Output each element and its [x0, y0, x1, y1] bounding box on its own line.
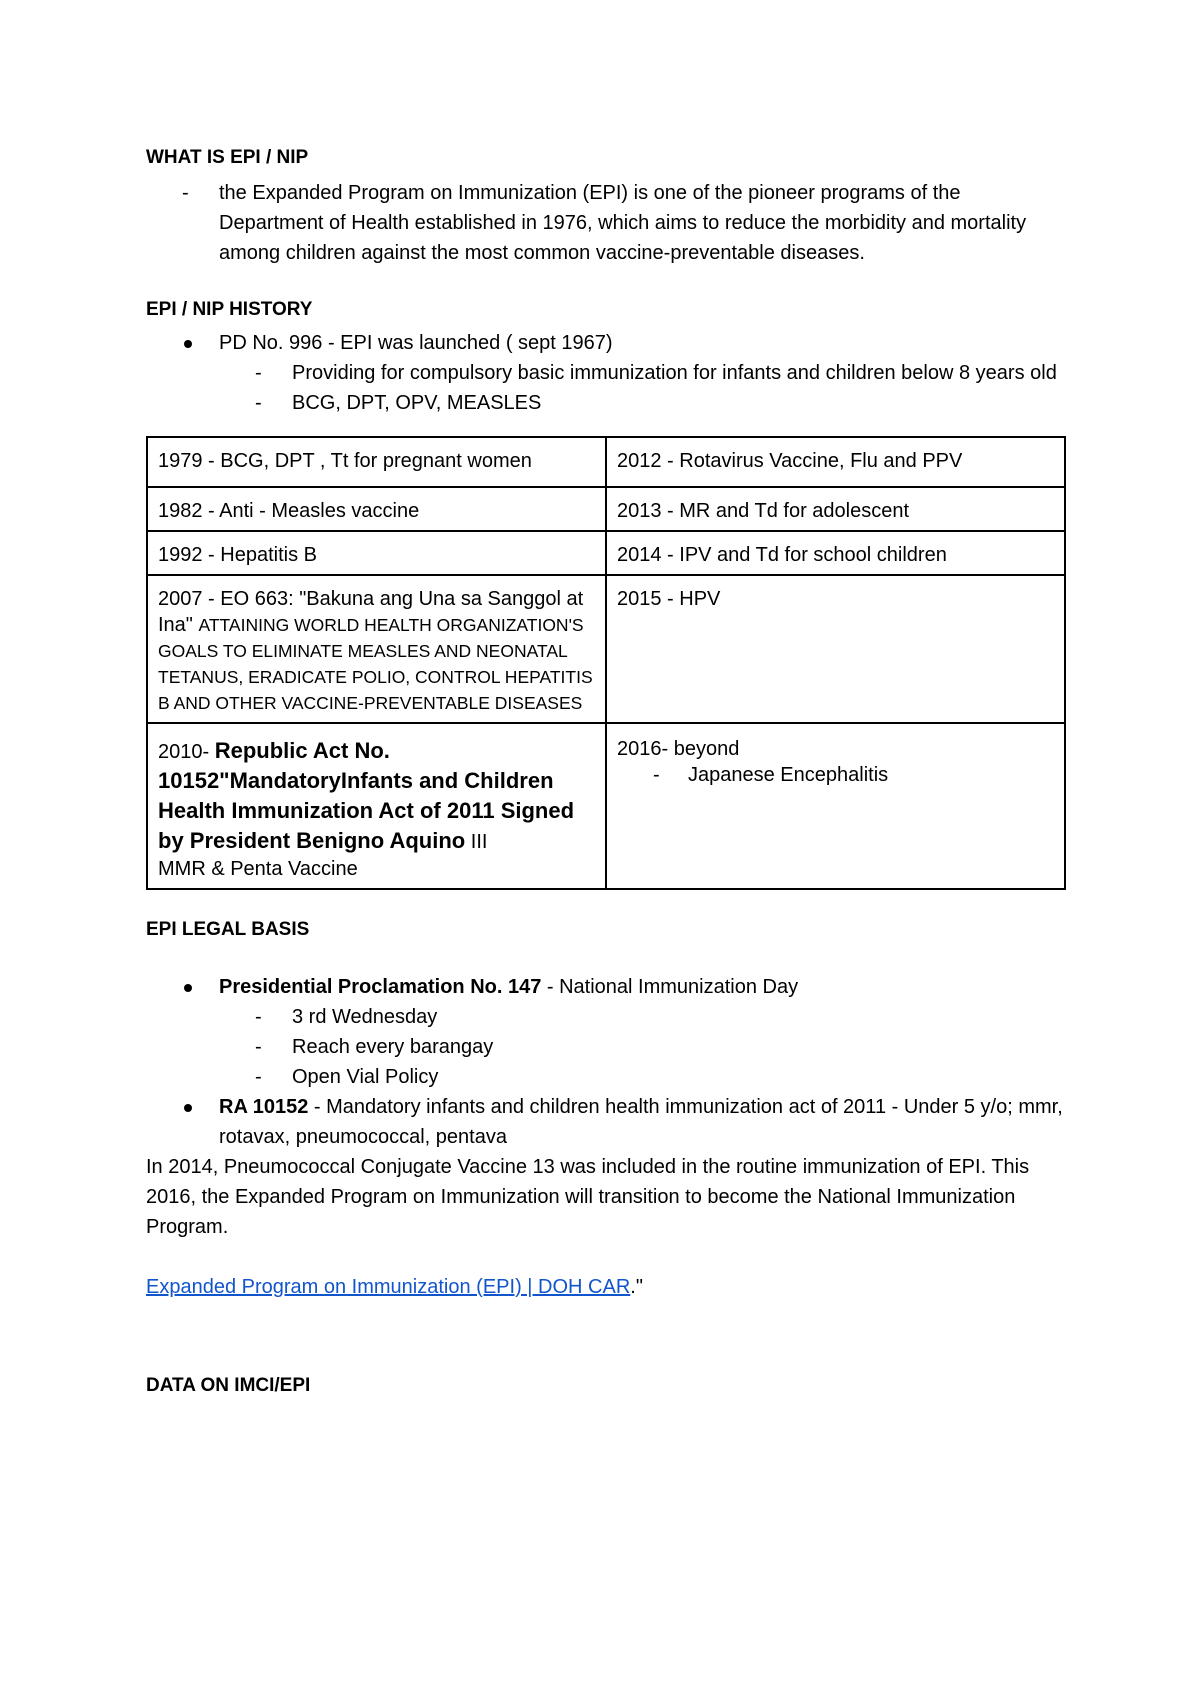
proclamation-sub-text: 3 rd Wednesday [292, 1006, 438, 1028]
eo-663-description: ATTAINING WORLD HEALTH ORGANIZATION'S GOALS TO ELIMINATE MEASLES AND NEONATAL TETANUS, ERADICATE POLIO, CONTROL HEPATITIS B AND OTHER VACCINE-PREVENTABLE DISEASES [158, 615, 593, 713]
ra-year: 2010- [158, 741, 215, 763]
table-cell: 1982 - Anti - Measles vaccine [147, 487, 606, 531]
history-sub-text: Providing for compulsory basic immunization for infants and children below 8 years old [292, 362, 1057, 384]
dash-marker: - [182, 182, 189, 204]
bullet-marker [184, 1104, 192, 1112]
table-row [147, 723, 1065, 889]
table-row [147, 575, 1065, 723]
list-item [146, 178, 1066, 268]
table-cell: 2014 - IPV and Td for school children [606, 531, 1065, 575]
history-sub-text: BCG, DPT, OPV, MEASLES [292, 392, 542, 414]
legal-list [146, 972, 1066, 1152]
list-item [146, 1062, 1066, 1092]
list-item [146, 328, 1066, 418]
beyond-sub-text: Japanese Encephalitis [688, 764, 889, 786]
reference-link[interactable]: Expanded Program on Immunization (EPI) | DOH CAR [146, 1276, 631, 1298]
table-cell [147, 575, 606, 723]
dash-marker: - [255, 1006, 262, 1028]
history-table [146, 436, 1066, 890]
table-row [147, 437, 1065, 487]
dash-marker: - [255, 392, 262, 414]
table-cell: 2013 - MR and Td for adolescent [606, 487, 1065, 531]
dash-marker: - [255, 1036, 262, 1058]
what-is-list [146, 178, 1066, 268]
list-item [146, 388, 1066, 418]
legal-paragraph: In 2014, Pneumococcal Conjugate Vaccine 13 was included in the routine immunization of EPI. This 2016, the Expanded Program on Immunization will transition to become the National Immunization Program. [146, 1156, 1030, 1238]
bullet-marker [184, 984, 192, 992]
history-sub-list [146, 358, 1066, 418]
list-item [617, 762, 1054, 788]
table-cell: 2015 - HPV [606, 575, 1065, 723]
dash-marker: - [255, 362, 262, 384]
document-page [146, 146, 1066, 1398]
ra-vaccines: MMR & Penta Vaccine [158, 858, 358, 880]
dash-marker: - [255, 1066, 262, 1088]
table-cell [147, 723, 606, 889]
ra-10152-title: Republic Act No. 10152"MandatoryInfants and Children Health Immunization Act of 2011 Signed by President Benigno Aquino [158, 738, 575, 853]
ra-10152-label: RA 10152 [219, 1096, 309, 1118]
list-item [146, 358, 1066, 388]
table-cell: 1992 - Hepatitis B [147, 531, 606, 575]
proclamation-147-text: - National Immunization Day [541, 976, 799, 998]
proclamation-147-label: Presidential Proclamation No. 147 [219, 976, 542, 998]
ra-10152-text: - Mandatory infants and children health immunization act of 2011 - Under 5 y/o; mmr, rotavax, pneumococcal, pentava [219, 1096, 1063, 1148]
legal-heading: EPI LEGAL BASIS [146, 919, 310, 940]
data-heading: DATA ON IMCI/EPI [146, 1375, 311, 1396]
dash-marker: - [653, 764, 660, 786]
list-item [146, 1002, 1066, 1032]
reference-line [146, 1272, 1066, 1302]
history-bullet-text: PD No. 996 - EPI was launched ( sept 1967) [219, 332, 613, 354]
proclamation-sub-text: Reach every barangay [292, 1036, 494, 1058]
list-item [146, 972, 1066, 1092]
table-cell: 1979 - BCG, DPT , Tt for pregnant women [147, 437, 606, 487]
proclamation-sub-list [146, 1002, 1066, 1092]
ra-suffix: III [465, 831, 488, 853]
table-cell [606, 723, 1065, 889]
what-is-text: the Expanded Program on Immunization (EPI) is one of the pioneer programs of the Department of Health established in 1976, which aims to reduce the morbidity and mortality among children against the most common vaccine-preventable diseases. [219, 182, 1027, 264]
history-heading: EPI / NIP HISTORY [146, 299, 313, 320]
table-cell: 2012 - Rotavirus Vaccine, Flu and PPV [606, 437, 1065, 487]
beyond-title: 2016- beyond [617, 738, 740, 760]
list-item [146, 1032, 1066, 1062]
what-is-heading: WHAT IS EPI / NIP [146, 147, 309, 168]
table-row [147, 531, 1065, 575]
reference-suffix: ." [630, 1276, 643, 1298]
list-item [146, 1092, 1066, 1152]
proclamation-sub-text: Open Vial Policy [292, 1066, 439, 1088]
bullet-marker [184, 340, 192, 348]
history-list [146, 328, 1066, 418]
eo-663-title: 2007 - EO 663: "Bakuna ang Una sa Sanggol at Ina" [158, 588, 584, 636]
table-row [147, 487, 1065, 531]
